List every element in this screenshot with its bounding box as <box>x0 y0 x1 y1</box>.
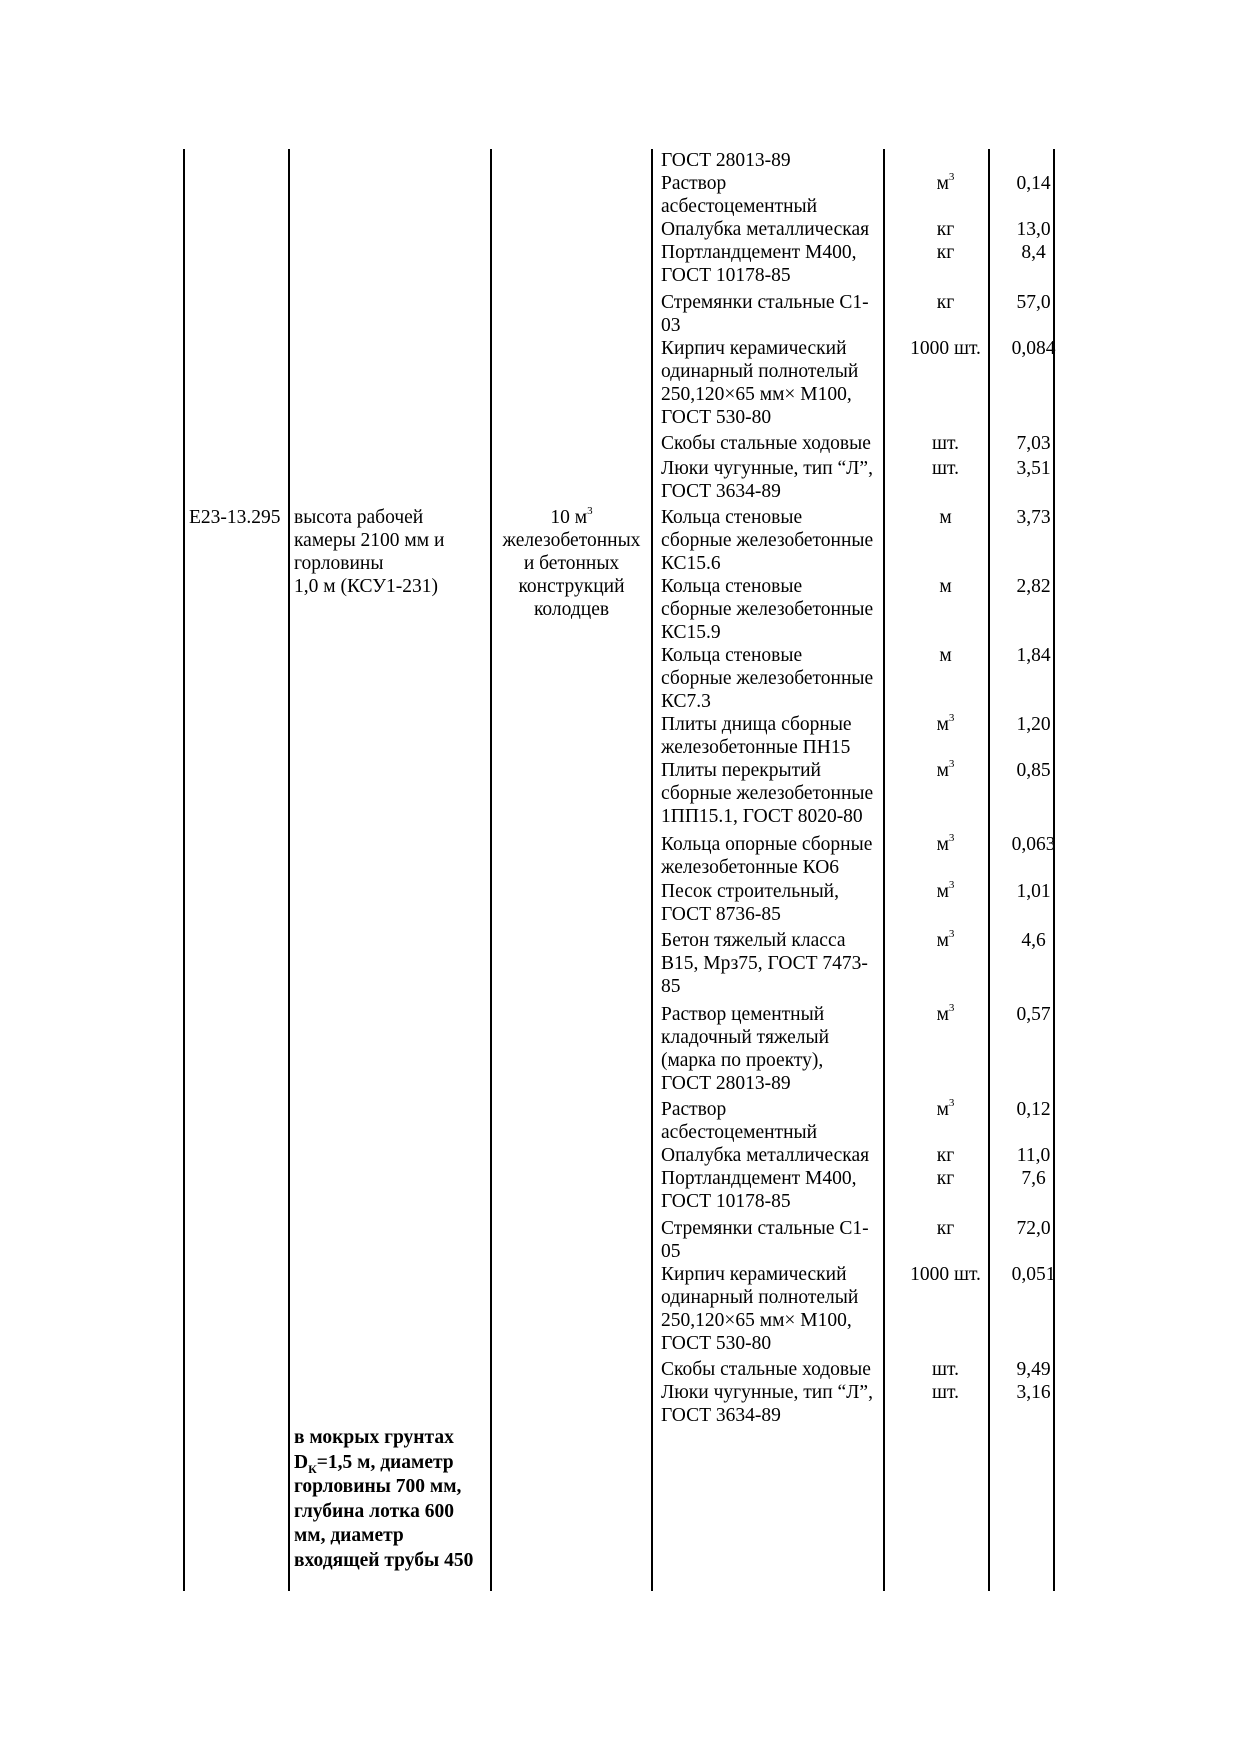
material-name <box>661 1167 857 1213</box>
material-name-line: Плиты днища сборные <box>661 714 852 735</box>
material-quantity: 2,82 <box>1016 576 1051 597</box>
material-name-line: КС15.9 <box>661 622 721 643</box>
measure-line: колодцев <box>533 599 610 620</box>
material-quantity: 57,0 <box>1016 292 1051 313</box>
material-quantity: 0,14 <box>1016 173 1051 194</box>
material-name-line: сборные железобетонные <box>661 668 874 689</box>
material-name-line: 85 <box>661 976 681 997</box>
material-unit: м <box>939 645 952 666</box>
material-name-line: 250,120×65 мм× М100, <box>661 384 852 405</box>
material-quantity: 0,12 <box>1016 1099 1051 1120</box>
heading-line: горловины 700 мм, <box>294 1476 462 1497</box>
material-unit: $м^3$ <box>936 1096 955 1120</box>
heading-line: $D_К=1,5$ м, диаметр <box>294 1451 454 1476</box>
material-name-line: Кольца стеновые <box>661 645 803 666</box>
material-name-line: ГОСТ 3634-89 <box>661 1405 781 1426</box>
material-unit: $м^3$ <box>936 711 955 735</box>
material-name-line: Скобы стальные ходовые <box>661 1359 871 1380</box>
material-name <box>661 1003 829 1095</box>
measure-line: 10 $м^3$ <box>550 504 593 528</box>
material-unit: кг <box>936 219 955 240</box>
material-quantity: 7,03 <box>1016 433 1051 454</box>
material-name <box>661 432 871 455</box>
material-name-line: ГОСТ 3634-89 <box>661 481 781 502</box>
material-name-line: одинарный полнотелый <box>661 1287 859 1308</box>
heading-line: в мокрых грунтах <box>294 1427 454 1448</box>
table-border-col2 <box>490 149 492 1591</box>
material-quantity: 4,6 <box>1021 930 1046 951</box>
norm-description <box>294 506 444 598</box>
norm-code: Е23-13.295 <box>189 507 281 528</box>
material-unit: $м^3$ <box>936 757 955 781</box>
table-border-left <box>183 149 185 1591</box>
material-quantity: 1,20 <box>1016 714 1051 735</box>
material-quantity: 0,063 <box>1011 834 1056 855</box>
material-name-line: 250,120×65 мм× М100, <box>661 1310 852 1331</box>
material-quantity: 0,57 <box>1016 1004 1051 1025</box>
material-name-line: Кольца стеновые <box>661 507 803 528</box>
material-name-line: Плиты перекрытий <box>661 760 821 781</box>
material-name-line: Раствор цементный <box>661 1004 825 1025</box>
material-name-line: Портландцемент М400, <box>661 242 857 263</box>
material-quantity: 8,4 <box>1021 242 1046 263</box>
material-name-line: Раствор <box>661 1099 727 1120</box>
material-name-line: Стремянки стальные С1- <box>661 292 869 313</box>
heading-line: входящей трубы 450 <box>294 1549 474 1571</box>
material-name-line: Стремянки стальные С1- <box>661 1218 869 1239</box>
material-unit: $м^3$ <box>936 1001 955 1025</box>
material-quantity: 11,0 <box>1016 1145 1051 1166</box>
material-name <box>661 833 872 879</box>
material-name <box>661 506 873 575</box>
material-unit: $м^3$ <box>936 927 955 951</box>
material-name-line: ГОСТ 28013-89 <box>661 150 791 171</box>
norm-measure <box>492 506 651 621</box>
material-name-line: асбестоцементный <box>661 1122 818 1143</box>
material-unit: $м^3$ <box>936 170 955 194</box>
material-name-line: ГОСТ 28013-89 <box>661 1073 791 1094</box>
table-border-col3 <box>651 149 653 1591</box>
material-quantity: 0,084 <box>1011 338 1056 359</box>
measure-line: конструкций <box>518 576 625 597</box>
material-name-line: Кольца опорные сборные <box>661 834 873 855</box>
material-unit: шт. <box>932 1359 959 1380</box>
material-name-line: Раствор <box>661 173 727 194</box>
material-unit: $м^3$ <box>936 878 955 902</box>
material-name-line: железобетонные ПН15 <box>661 737 851 758</box>
material-name <box>661 713 852 759</box>
material-unit: кг <box>936 292 955 313</box>
material-name-line: Бетон тяжелый класса <box>661 930 846 951</box>
material-name-line: КС7.3 <box>661 691 711 712</box>
material-name-line: сборные железобетонные <box>661 530 874 551</box>
material-name-line: Опалубка металлическая <box>661 219 870 240</box>
material-name-line: Кирпич керамический <box>661 338 847 359</box>
material-name-line: ГОСТ 8736-85 <box>661 904 781 925</box>
table-border-col4 <box>883 149 885 1591</box>
material-name-line: ГОСТ 530-80 <box>661 407 772 428</box>
material-quantity: 9,49 <box>1016 1359 1051 1380</box>
material-name <box>661 1098 817 1144</box>
material-name-line: В15, Мрз75, ГОСТ 7473- <box>661 953 868 974</box>
material-name-line: Портландцемент М400, <box>661 1168 857 1189</box>
material-name <box>661 880 839 926</box>
measure-line: железобетонных <box>502 530 641 551</box>
material-name <box>661 644 873 713</box>
material-unit: м <box>939 576 952 597</box>
material-quantity: 7,6 <box>1021 1168 1046 1189</box>
material-unit: кг <box>936 1168 955 1189</box>
next-group-heading <box>294 1426 473 1573</box>
material-name-line: 1ПП15.1, ГОСТ 8020-80 <box>661 806 863 827</box>
material-name <box>661 457 873 503</box>
material-quantity: 13,0 <box>1016 219 1051 240</box>
material-name-line: сборные железобетонные <box>661 599 874 620</box>
material-name-line: сборные железобетонные <box>661 783 874 804</box>
material-name <box>661 575 873 644</box>
material-name-line: ГОСТ 530-80 <box>661 1333 772 1354</box>
material-name <box>661 929 868 998</box>
material-name-line: Опалубка металлическая <box>661 1145 870 1166</box>
material-name <box>661 1381 873 1427</box>
heading-line: глубина лотка 600 <box>294 1500 454 1522</box>
material-name <box>661 149 791 172</box>
material-name-line: (марка по проекту), <box>661 1050 824 1071</box>
material-name-line: Песок строительный, <box>661 881 839 902</box>
description-line: горловины <box>294 553 384 574</box>
material-quantity: 3,51 <box>1016 458 1051 479</box>
material-name <box>661 759 873 828</box>
material-unit: кг <box>936 242 955 263</box>
table-border-col1 <box>288 149 290 1591</box>
material-name <box>661 291 869 337</box>
material-unit: кг <box>936 1145 955 1166</box>
measure-line: и бетонных <box>523 553 620 574</box>
material-unit: м <box>939 507 952 528</box>
material-name-line: ГОСТ 10178-85 <box>661 265 791 286</box>
material-name-line: ГОСТ 10178-85 <box>661 1191 791 1212</box>
material-unit: $м^3$ <box>936 831 955 855</box>
material-name <box>661 1217 869 1263</box>
material-name-line: Кольца стеновые <box>661 576 803 597</box>
material-name <box>661 1263 858 1355</box>
material-name <box>661 1144 869 1167</box>
material-quantity: 72,0 <box>1016 1218 1051 1239</box>
material-name <box>661 218 869 241</box>
material-unit: шт. <box>932 1382 959 1403</box>
material-unit: 1000 шт. <box>910 338 981 359</box>
material-unit: кг <box>936 1218 955 1239</box>
material-name-line: одинарный полнотелый <box>661 361 859 382</box>
description-line: камеры 2100 мм и <box>294 530 445 551</box>
material-name-line: Кирпич керамический <box>661 1264 847 1285</box>
material-unit: 1000 шт. <box>910 1264 981 1285</box>
material-quantity: 1,01 <box>1016 881 1051 902</box>
description-line: высота рабочей <box>294 507 424 528</box>
material-quantity: 0,85 <box>1016 760 1051 781</box>
material-name-line: Люки чугунные, тип “Л”, <box>661 458 873 479</box>
description-line: 1,0 м (КСУ1-231) <box>294 576 439 597</box>
material-name-line: 03 <box>661 315 681 336</box>
material-unit: шт. <box>932 433 959 454</box>
material-unit: шт. <box>932 458 959 479</box>
material-name-line: железобетонные КО6 <box>661 857 840 878</box>
material-quantity: 3,73 <box>1016 507 1051 528</box>
material-name-line: Люки чугунные, тип “Л”, <box>661 1382 873 1403</box>
material-name-line: КС15.6 <box>661 553 721 574</box>
heading-line: мм, диаметр <box>294 1525 404 1546</box>
material-name-line: Скобы стальные ходовые <box>661 433 871 454</box>
material-name-line: 05 <box>661 1241 681 1262</box>
material-name <box>661 172 817 218</box>
material-quantity: 0,051 <box>1011 1264 1056 1285</box>
material-name <box>661 241 857 287</box>
material-name <box>661 337 858 429</box>
material-quantity: 3,16 <box>1016 1382 1051 1403</box>
material-name-line: кладочный тяжелый <box>661 1027 830 1048</box>
material-name <box>661 1358 871 1381</box>
material-quantity: 1,84 <box>1016 645 1051 666</box>
material-name-line: асбестоцементный <box>661 196 818 217</box>
